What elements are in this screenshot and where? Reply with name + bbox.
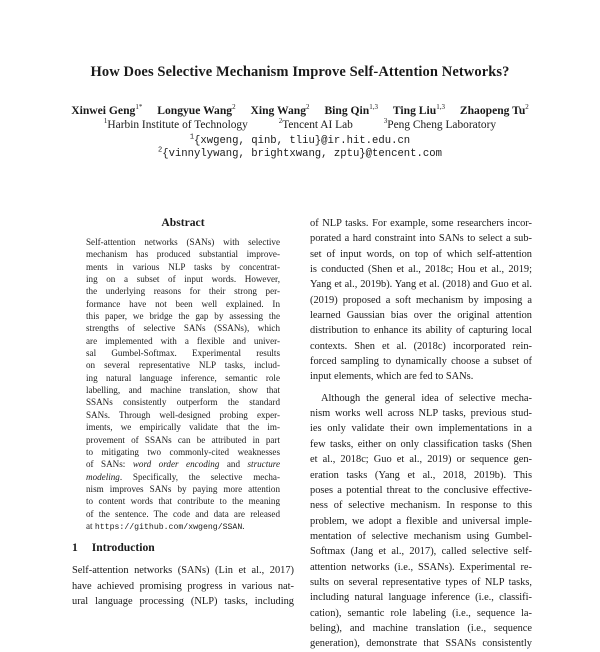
- text-line: including natural language inference (i.e., classifi-: [310, 592, 532, 604]
- text-line: Although the general idea of selective mecha-: [321, 392, 532, 404]
- abstract-line: mechanism has produced substantial improve-: [86, 249, 280, 260]
- text-line: is conducted (Shen et al., 2018c; Hou et al., 2019;: [310, 264, 532, 276]
- email-line: $^2${vinnylywang, brightxwang, zptu}@tencent.com: [158, 146, 442, 160]
- intro-body: [72, 563, 294, 610]
- text-line: learned Gaussian bias over the original attention: [310, 310, 532, 322]
- text-line: cation), semantic role labeling (i.e., sequence la-: [310, 607, 532, 619]
- abstract-heading: Abstract: [161, 216, 205, 229]
- abstract-line: of SANs: word order encoding and structure: [86, 459, 281, 470]
- text-line: (2019) proposed a soft mechanism by imposing a: [310, 294, 532, 306]
- text-line: input elements, which are fed to SANs.: [310, 371, 474, 383]
- paper-title: How Does Selective Mechanism Improve Self-Attention Networks?: [90, 64, 510, 80]
- abstract-line: labelling, and machine translation, show that: [86, 385, 280, 396]
- abstract-line: to mitigating two commonly-cited weaknesses: [86, 446, 280, 457]
- text-line: porated a hard constraint into SANs to select a sub-: [310, 233, 532, 245]
- text-line: Yang et al., 2019b). Yang et al. (2018) and Guo et al.: [310, 279, 532, 291]
- section-heading: 1 Introduction: [72, 541, 155, 554]
- abstract-body: [86, 236, 280, 534]
- affiliation-list: [0, 119, 600, 131]
- abstract-line: are implemented with a flexible and univer-: [86, 335, 280, 346]
- text-line: poses a potential threat to the conclusive effective-: [310, 484, 532, 496]
- abstract-line: iments, we empirically validate that the im-: [86, 422, 280, 433]
- abstract-line: SSANs consistently outperform the standard: [86, 397, 280, 408]
- abstract-line: formance have not been well explained. In: [86, 298, 280, 309]
- abstract-line: SANs. Through well-designed probing exper-: [86, 409, 280, 420]
- email-line: $^1${xwgeng, qinb, tliu}@ir.hit.edu.cn: [189, 133, 411, 147]
- text-line: Softmax (Jang et al., 2017), called selective self-: [310, 546, 532, 558]
- abstract-line: sal Gumbel-Softmax. Experimental results: [86, 348, 280, 359]
- text-line: distribution to enhance its ability of capturing local: [310, 325, 532, 337]
- author: Xing Wang$^2$: [250, 103, 310, 117]
- author: Longyue Wang$^2$: [157, 103, 236, 117]
- text-line: mentation of selective mechanism using Gumbel-: [310, 530, 532, 542]
- text-line: have achieved promising progress in various nat-: [72, 580, 294, 592]
- abstract-line: strengths of selective SANs (SSANs), which: [86, 323, 280, 334]
- abstract-line: Self-attention networks (SANs) with selective: [86, 237, 280, 247]
- text-line: sults on several representative types of NLP tasks,: [310, 576, 532, 588]
- text-line: of NLP tasks. For example, some researchers incor-: [310, 218, 532, 229]
- abstract-line: modeling. Specifically, the selective mecha-: [86, 471, 280, 482]
- abstract-line: ing natural language inference, semantic role: [86, 372, 280, 383]
- author: Xinwei Geng$^{1*}$: [71, 103, 143, 117]
- abstract-line: on several representative NLP tasks, includ-: [86, 360, 280, 371]
- text-line: Self-attention networks (SANs) (Lin et al., 2017): [72, 565, 294, 576]
- author-list: [0, 104, 600, 117]
- text-line: ness of selective mechanism. In response to this: [310, 500, 532, 512]
- text-line: et al., 2018c; Guo et al., 2019) or sequence gen-: [310, 454, 532, 466]
- abstract-line: ing on a subset of input words. However,: [86, 274, 280, 285]
- abstract-line: ments in various NLP tasks by concentrat-: [86, 261, 280, 272]
- text-line: contexts. Shen et al. (2018c) incorporated rein-: [310, 340, 532, 352]
- text-line: nism works well across NLP tasks, previous stud-: [310, 408, 532, 420]
- abstract-line: this paper, we bridge the gap by assessing the: [86, 311, 280, 322]
- text-line: few tasks, either on only classification tasks (Shen: [310, 438, 532, 450]
- affiliation: $^2$Tencent AI Lab: [278, 117, 353, 131]
- abstract-line: to content words that contribute to the meaning: [86, 496, 280, 507]
- abstract-line: of the sentence. The code and data are released: [86, 508, 280, 519]
- text-line: generation), demonstrate that SSANs consistently: [310, 638, 532, 650]
- author: Zhaopeng Tu$^2$: [459, 103, 529, 117]
- author: Bing Qin$^{1,3}$: [324, 103, 378, 117]
- right-column-body: [310, 216, 532, 652]
- author: Ting Liu$^{1,3}$: [392, 103, 445, 117]
- abstract-line: nism improves SANs by paying more attention: [86, 483, 280, 494]
- text-line: beling), and machine translation (i.e., sequence: [310, 622, 532, 634]
- code-url-link[interactable]: https://github.com/xwgeng/SSAN: [94, 522, 243, 532]
- text-line: forced sampling to dynamically choose a subset of: [310, 356, 532, 368]
- text-line: eration tasks (Yang et al., 2018, 2019b). This: [310, 469, 532, 481]
- abstract-line: at https://github.com/xwgeng/SSAN.: [86, 520, 245, 532]
- abstract-line: provement of SSANs can be attributed in part: [86, 434, 280, 445]
- text-line: set of input words, on top of which self-attention: [310, 248, 532, 260]
- text-line: attention networks (i.e., SSANs). Experimental re-: [310, 561, 532, 573]
- abstract-line: the underlying reasons for their strong per-: [86, 286, 280, 297]
- affiliation: $^3$Peng Cheng Laboratory: [383, 117, 497, 131]
- text-line: ies only validate their own implementations in a: [310, 423, 532, 435]
- text-line: ural language processing (NLP) tasks, including: [72, 596, 294, 607]
- affiliation: $^1$Harbin Institute of Technology: [103, 117, 248, 131]
- text-line: problem, we adopt a flexible and universal imple-: [310, 515, 532, 527]
